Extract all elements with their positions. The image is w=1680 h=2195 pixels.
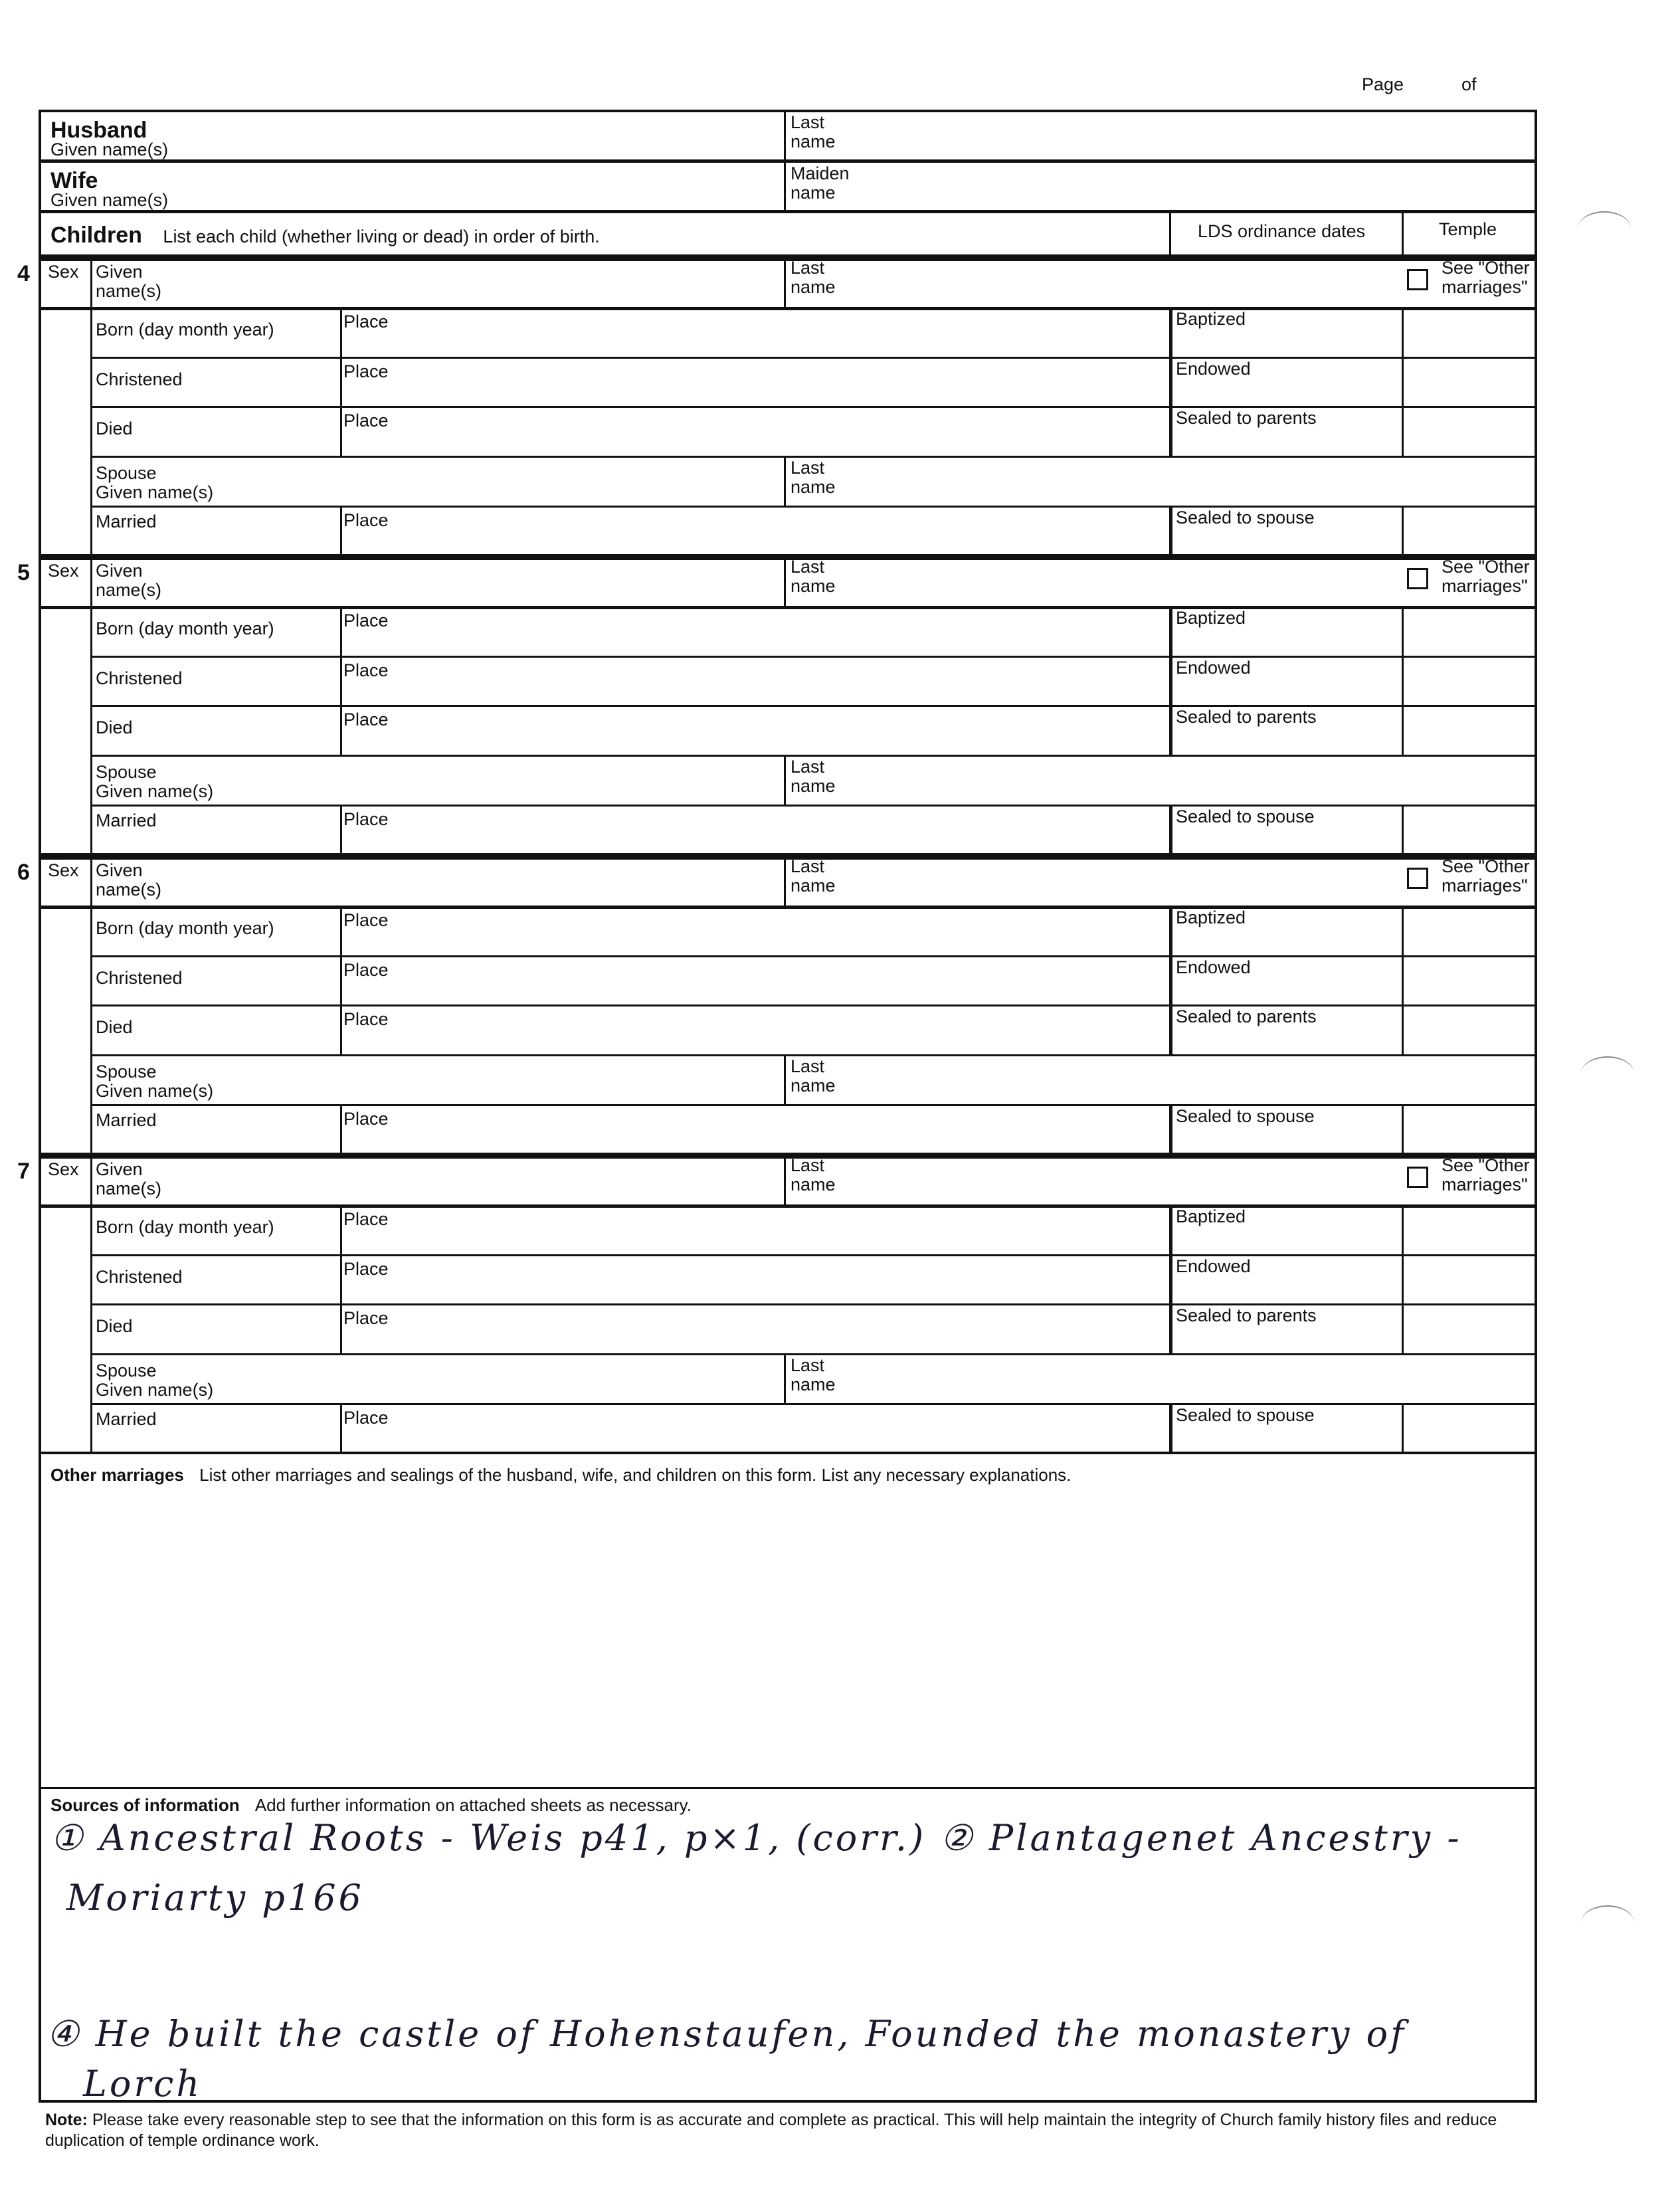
spouse-last-name-label: Last name [791,1056,836,1096]
spouse-last-name-label: Last name [791,1355,836,1394]
sources-header [50,1795,692,1816]
born-label: Born (day month year) [96,918,274,938]
last-name-label: Last name [791,258,836,297]
sources-instruction: Add further information on attached sheets as necessary. [254,1795,692,1815]
place-label: Place [343,960,389,980]
other-marriages-header [50,1465,1071,1485]
see-other-marriages-label: See "Other marriages" [1442,1155,1530,1194]
married-label: Married [96,811,157,830]
spouse-given-names-label: Spouse Given name(s) [96,463,214,502]
sex-label: Sex [48,860,79,880]
place-label: Place [343,660,389,680]
endowed-label: Endowed [1176,957,1251,977]
temple-label: Temple [1439,219,1497,239]
wife-title: Wife [50,168,98,193]
child-number: 6 [17,860,30,885]
husband-last-label: Last name [791,112,836,151]
child-number: 5 [17,560,30,585]
endowed-label: Endowed [1176,359,1251,379]
place-label: Place [343,710,389,729]
spouse-last-name-label: Last name [791,757,836,796]
given-names-label: Given name(s) [96,561,162,600]
died-label: Died [96,1316,133,1336]
child-number: 4 [17,261,30,286]
of-label: of [1461,74,1477,94]
sealed-to-parents-label: Sealed to parents [1176,1006,1317,1026]
last-name-label: Last name [791,856,836,896]
christened-label: Christened [96,1267,183,1287]
place-label: Place [343,809,389,829]
footer-note [45,2110,1533,2151]
place-label: Place [343,1259,389,1279]
see-other-marriages-checkbox[interactable] [1407,269,1428,290]
see-other-marriages-checkbox[interactable] [1407,868,1428,889]
place-label: Place [343,411,389,430]
children-instruction: List each child (whether living or dead) in order of birth. [163,227,600,246]
given-names-label: Given name(s) [96,1159,162,1198]
died-label: Died [96,419,133,438]
handwritten-source-line-2: Moriarty p166 [66,1877,364,1919]
sealed-to-parents-label: Sealed to parents [1176,1305,1317,1325]
christened-label: Christened [96,668,183,688]
sealed-to-spouse-label: Sealed to spouse [1176,1405,1315,1425]
place-label: Place [343,611,389,630]
children-header [50,223,600,247]
place-label: Place [343,510,389,530]
binder-hole-mark [1581,1905,1634,1940]
place-label: Place [343,361,389,381]
baptized-label: Baptized [1176,907,1246,927]
binder-hole-mark [1581,1056,1634,1091]
christened-label: Christened [96,369,183,389]
spouse-given-names-label: Spouse Given name(s) [96,762,214,801]
place-label: Place [343,1308,389,1328]
sources-title: Sources of information [50,1795,240,1815]
sex-label: Sex [48,1159,79,1179]
sealed-to-spouse-label: Sealed to spouse [1176,807,1315,826]
husband-given-label: Given name(s) [50,140,169,159]
handwritten-note-line-2: Lorch [83,2063,203,2105]
see-other-marriages-label: See "Other marriages" [1442,557,1530,596]
see-other-marriages-checkbox[interactable] [1407,568,1428,589]
place-label: Place [343,1009,389,1029]
place-label: Place [343,910,389,930]
sealed-to-spouse-label: Sealed to spouse [1176,1106,1315,1126]
married-label: Married [96,1409,157,1429]
spouse-given-names-label: Spouse Given name(s) [96,1062,214,1101]
wife-maiden-label: Maiden name [791,163,850,203]
baptized-label: Baptized [1176,309,1246,329]
baptized-label: Baptized [1176,608,1246,628]
place-label: Place [343,312,389,332]
husband-title: Husband [50,118,147,143]
christened-label: Christened [96,968,183,988]
note-label: Note: [45,2111,88,2129]
born-label: Born (day month year) [96,619,274,638]
lds-ordinance-label: LDS ordinance dates [1198,221,1366,241]
place-label: Place [343,1209,389,1229]
sex-label: Sex [48,561,79,581]
children-title: Children [50,223,142,248]
note-text: Please take every reasonable step to see that the information on this form is as accurate and complete as practical. This will help maintain the integrity of Church family history files and reduce duplication of temple ordinance work. [45,2111,1497,2150]
child-number: 7 [17,1159,30,1184]
see-other-marriages-label: See "Other marriages" [1442,258,1530,297]
binder-hole-mark [1578,211,1631,246]
last-name-label: Last name [791,557,836,596]
page-label: Page [1362,74,1404,94]
sealed-to-spouse-label: Sealed to spouse [1176,508,1315,527]
handwritten-note-line-1: ④ He built the castle of Hohenstaufen, Founded the monastery of [47,2013,1407,2055]
see-other-marriages-label: See "Other marriages" [1442,856,1530,896]
married-label: Married [96,1110,157,1130]
endowed-label: Endowed [1176,1256,1251,1276]
married-label: Married [96,512,157,531]
given-names-label: Given name(s) [96,262,162,301]
baptized-label: Baptized [1176,1206,1246,1226]
sealed-to-parents-label: Sealed to parents [1176,408,1317,428]
place-label: Place [343,1408,389,1428]
other-sources-box [39,1452,1537,2103]
handwritten-source-line-1: ① Ancestral Roots - Weis p41, p×1, (corr.) ② Plantagenet Ancestry - [50,1817,1462,1859]
sex-label: Sex [48,262,79,282]
died-label: Died [96,717,133,737]
died-label: Died [96,1017,133,1037]
spouse-last-name-label: Last name [791,458,836,497]
last-name-label: Last name [791,1155,836,1194]
place-label: Place [343,1109,389,1129]
other-marriages-instruction: List other marriages and sealings of the husband, wife, and children on this form. List any necessary explanations. [199,1465,1072,1485]
spouse-given-names-label: Spouse Given name(s) [96,1361,214,1400]
born-label: Born (day month year) [96,320,274,339]
sealed-to-parents-label: Sealed to parents [1176,707,1317,727]
wife-given-label: Given name(s) [50,190,169,210]
other-marriages-title: Other marriages [50,1465,184,1485]
endowed-label: Endowed [1176,658,1251,678]
born-label: Born (day month year) [96,1217,274,1237]
given-names-label: Given name(s) [96,860,162,900]
see-other-marriages-checkbox[interactable] [1407,1167,1428,1188]
